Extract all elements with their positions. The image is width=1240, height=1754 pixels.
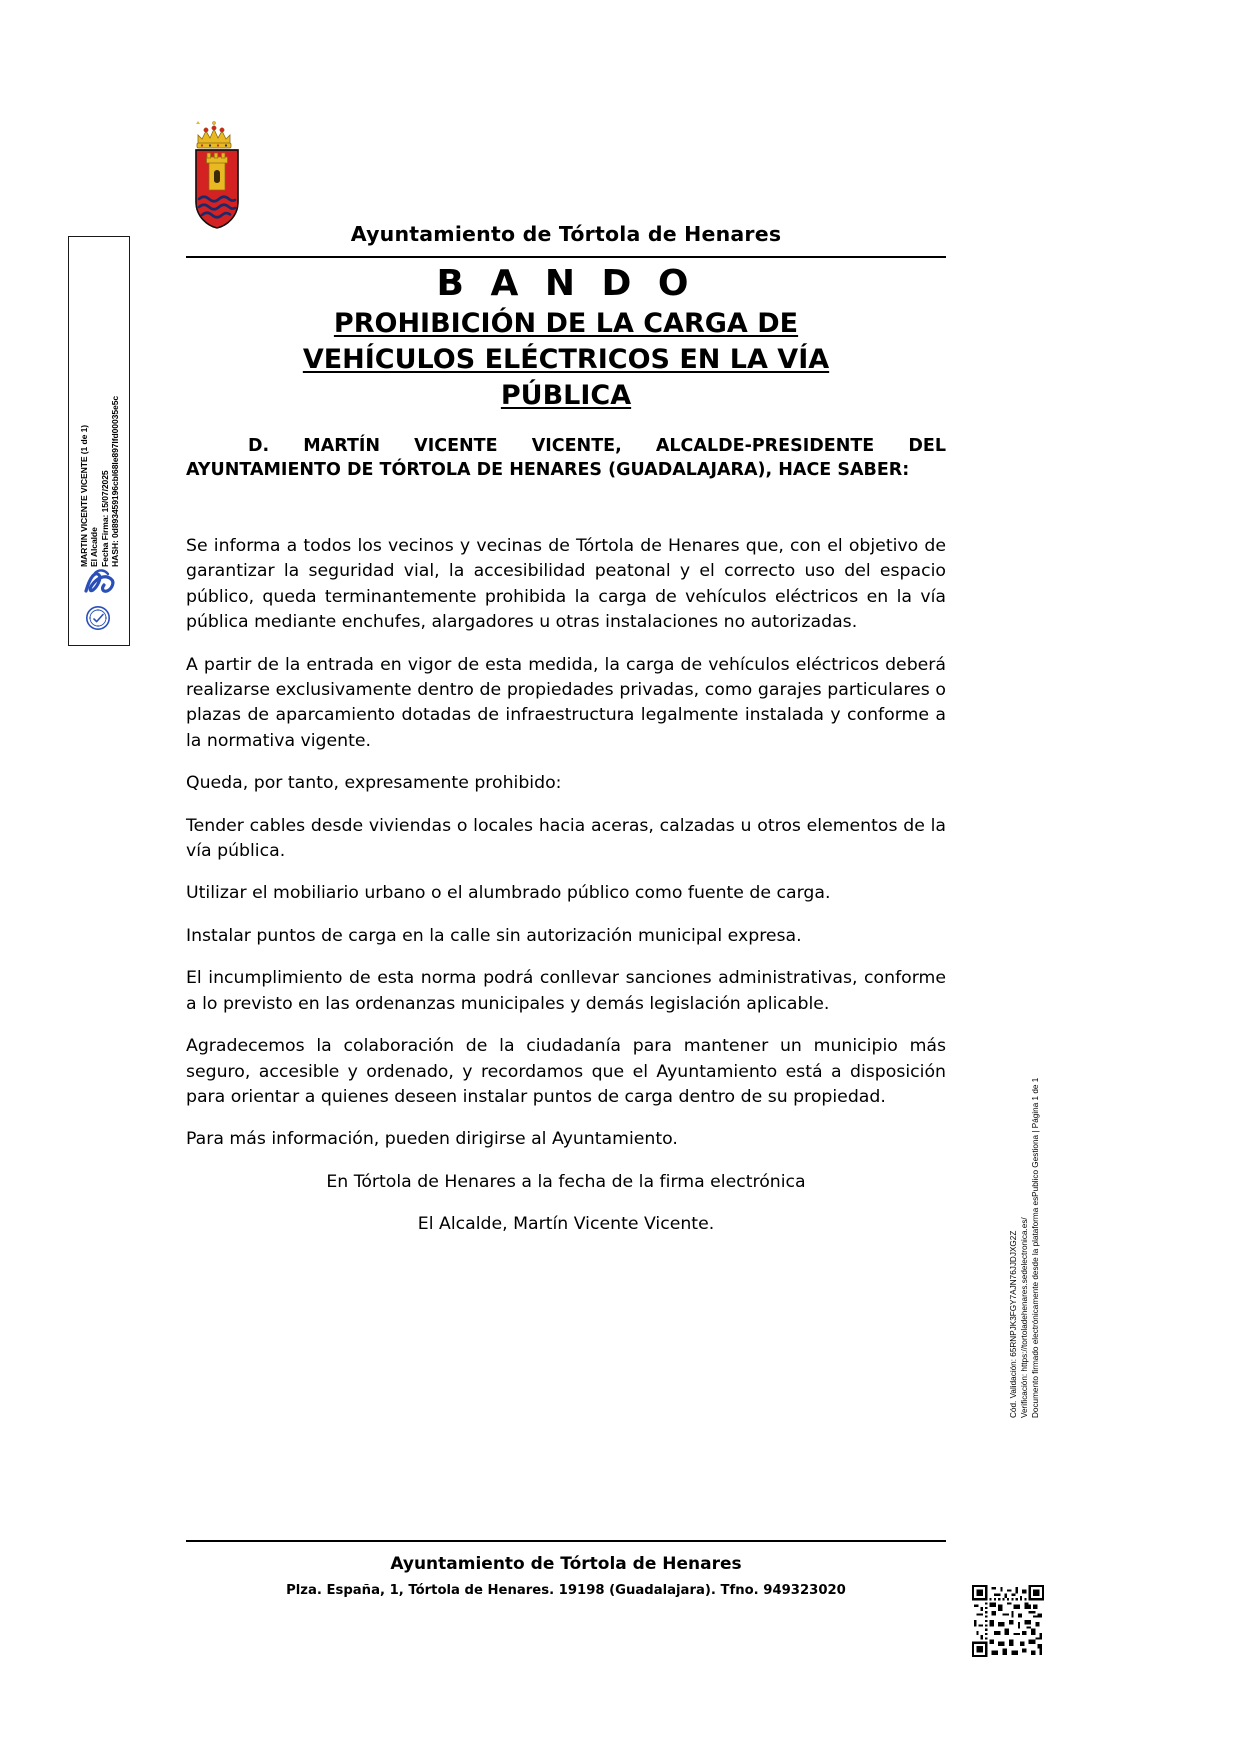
body-paragraph-6: Para más información, pueden dirigirse al Ayuntamiento. xyxy=(186,1129,678,1150)
validation-code: Cód. Validación: 65RNPJK3FGY7AJN76JJDJXG2Z xyxy=(1009,1230,1018,1418)
header-divider xyxy=(186,256,946,258)
verification-url[interactable]: Verificación: https://tortoladehenares.sedelectronica.es/ xyxy=(1020,1217,1029,1418)
document-body xyxy=(186,534,946,1255)
verification-margin xyxy=(1004,940,1058,1420)
body-paragraph-2: A partir de la entrada en vigor de esta medida, la carga de vehículos eléctricos deberá realizarse exclusivamente dentro de propiedades privadas, como garajes particulares o plazas de aparcamiento dotadas de infraestructura legalmente instalada y conforme a la normativa vigente. xyxy=(186,654,946,751)
qr-code-icon xyxy=(972,1585,1044,1657)
verification-text-block xyxy=(1008,938,1041,1418)
coat-of-arms-icon xyxy=(188,118,246,230)
body-paragraph-1: Se informa a todos los vecinos y vecinas de Tórtola de Henares que, con el objetivo de garantizar la seguridad vial, la accesibilidad peatonal y el correcto uso del espacio público, queda terminantemente prohibida la carga de vehículos eléctricos en la vía pública mediante enchufes, alargadores u otras instalaciones no autorizadas. xyxy=(186,536,946,633)
stamp-text-block xyxy=(79,247,121,567)
organization-title: Ayuntamiento de Tórtola de Henares xyxy=(350,222,782,246)
prohibition-item-1: Tender cables desde viviendas o locales hacia aceras, calzadas u otros elementos de la vía pública. xyxy=(186,815,946,862)
prohibition-item-2: Utilizar el mobiliario urbano o el alumbrado público como fuente de carga. xyxy=(186,883,831,904)
handwritten-signature-icon xyxy=(81,565,121,599)
closing-signer: El Alcalde, Martín Vicente Vicente. xyxy=(417,1214,715,1235)
stamp-signature-date: Fecha Firma: 15/07/2025 xyxy=(99,470,110,567)
prohibition-item-3: Instalar puntos de carga en la calle sin autorización municipal expresa. xyxy=(186,925,802,946)
body-paragraph-3: Queda, por tanto, expresamente prohibido: xyxy=(186,773,562,794)
body-paragraph-4: El incumplimiento de esta norma podrá conllevar sanciones administrativas, conforme a lo previsto en las ordenanzas municipales y demás legislación aplicable. xyxy=(186,968,946,1014)
subtitle-line-3: PÚBLICA xyxy=(500,380,632,411)
stamp-inner xyxy=(69,237,130,646)
electronic-signature-stamp xyxy=(68,236,130,646)
stamp-signer-name: MARTIN VICENTE VICENTE (1 de 1) xyxy=(79,424,89,567)
footer-address: Plza. España, 1, Tórtola de Henares. 19198 (Guadalajara). Tfno. 949323020 xyxy=(286,1583,846,1598)
stamp-hash: HASH: 0d893459196cbl68le897lfd00035e5c xyxy=(110,395,121,567)
page-title: B A N D O xyxy=(436,263,696,304)
declaration-intro: D. MARTÍN VICENTE VICENTE, ALCALDE-PRESIDENTE DEL AYUNTAMIENTO DE TÓRTOLA DE HENARES (GUADALAJARA), HACE SABER: xyxy=(186,436,946,480)
subtitle-line-1: PROHIBICIÓN DE LA CARGA DE xyxy=(333,308,799,339)
platform-note: Documento firmado electrónicamente desde la plataforma esPublico Gestiona | Página 1 de 1 xyxy=(1031,1077,1040,1418)
footer-divider xyxy=(186,1540,946,1542)
closing-place-date: En Tórtola de Henares a la fecha de la firma electrónica xyxy=(326,1171,806,1192)
official-seal-icon xyxy=(85,605,111,631)
body-paragraph-5: Agradecemos la colaboración de la ciudadanía para mantener un municipio más seguro, accesible y ordenado, y recordamos que el Ayuntamiento está a disposición para orientar a quienes deseen instalar puntos de carga dentro de su propiedad. xyxy=(186,1036,946,1107)
stamp-signer-role: El Alcalde xyxy=(89,527,100,567)
page-subtitle xyxy=(186,306,946,414)
footer-organization: Ayuntamiento de Tórtola de Henares xyxy=(390,1554,742,1574)
subtitle-line-2: VEHÍCULOS ELÉCTRICOS EN LA VÍA xyxy=(302,344,830,375)
